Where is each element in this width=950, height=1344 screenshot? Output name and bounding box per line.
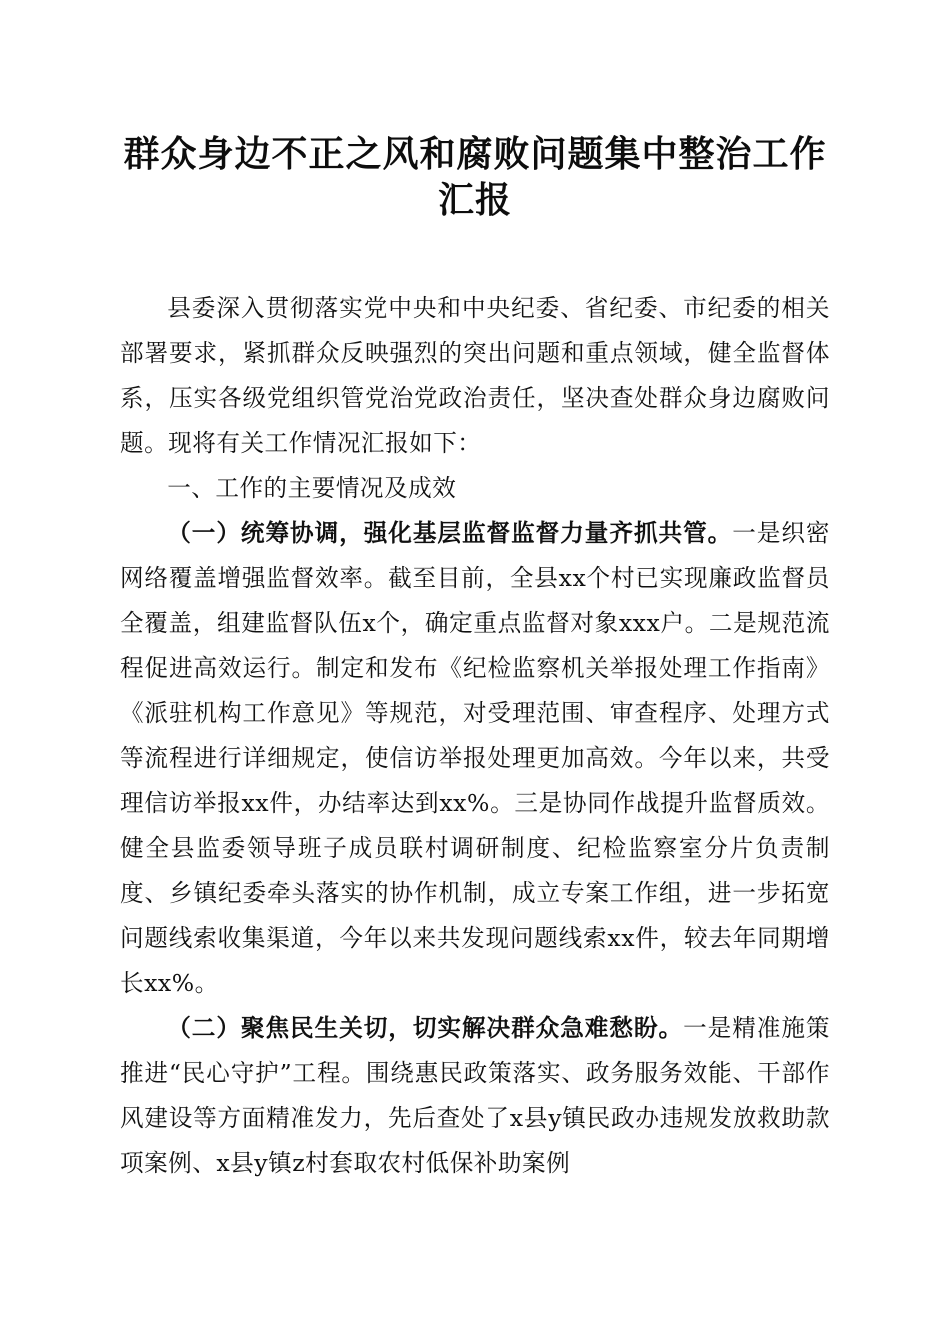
document-body: [120, 286, 830, 1186]
subsection-2-body: 一是精准施策推进“民心守护”工程。围绕惠民政策落实、政务服务效能、干部作风建设等方面精准发力，先后查处了x县y镇民政办违规发放救助款项案例、x县y镇z村套取农村低保补助案例: [120, 1014, 831, 1177]
subsection-2-heading: （二）聚焦民生关切，切实解决群众急难愁盼。: [167, 1014, 684, 1042]
intro-paragraph: 县委深入贯彻落实党中央和中央纪委、省纪委、市纪委的相关部署要求，紧抓群众反映强烈的突出问题和重点领域，健全监督体系，压实各级党组织管党治党政治责任，坚决查处群众身边腐败问题。现将有关工作情况汇报如下：: [120, 294, 830, 457]
section-heading-1: 一、工作的主要情况及成效: [167, 474, 457, 502]
subsection-2-paragraph: [120, 1006, 830, 1186]
subsection-1-heading: （一）统筹协调，强化基层监督监督力量齐抓共管。: [167, 519, 733, 547]
subsection-1-body: 一是织密网络覆盖增强监督效率。截至目前，全县xx个村已实现廉政监督员全覆盖，组建监督队伍x个，确定重点监督对象xxx户。二是规范流程促进高效运行。制定和发布《纪检监察机关举报处理工作指南》《派驻机构工作意见》等规范，对受理范围、审查程序、处理方式等流程进行详细规定，使信访举报处理更加高效。今年以来，共受理信访举报xx件，办结率达到xx%。三是协同作战提升监督质效。健全县监委领导班子成员联村调研制度、纪检监察室分片负责制度、乡镇纪委牵头落实的协作机制，成立专案工作组，进一步拓宽问题线索收集渠道，今年以来共发现问题线索xx件，较去年同期增长xx%。: [120, 519, 831, 997]
document-title: 群众身边不正之风和腐败问题集中整治工作汇报: [123, 134, 827, 221]
subsection-1-paragraph: [120, 511, 830, 1006]
